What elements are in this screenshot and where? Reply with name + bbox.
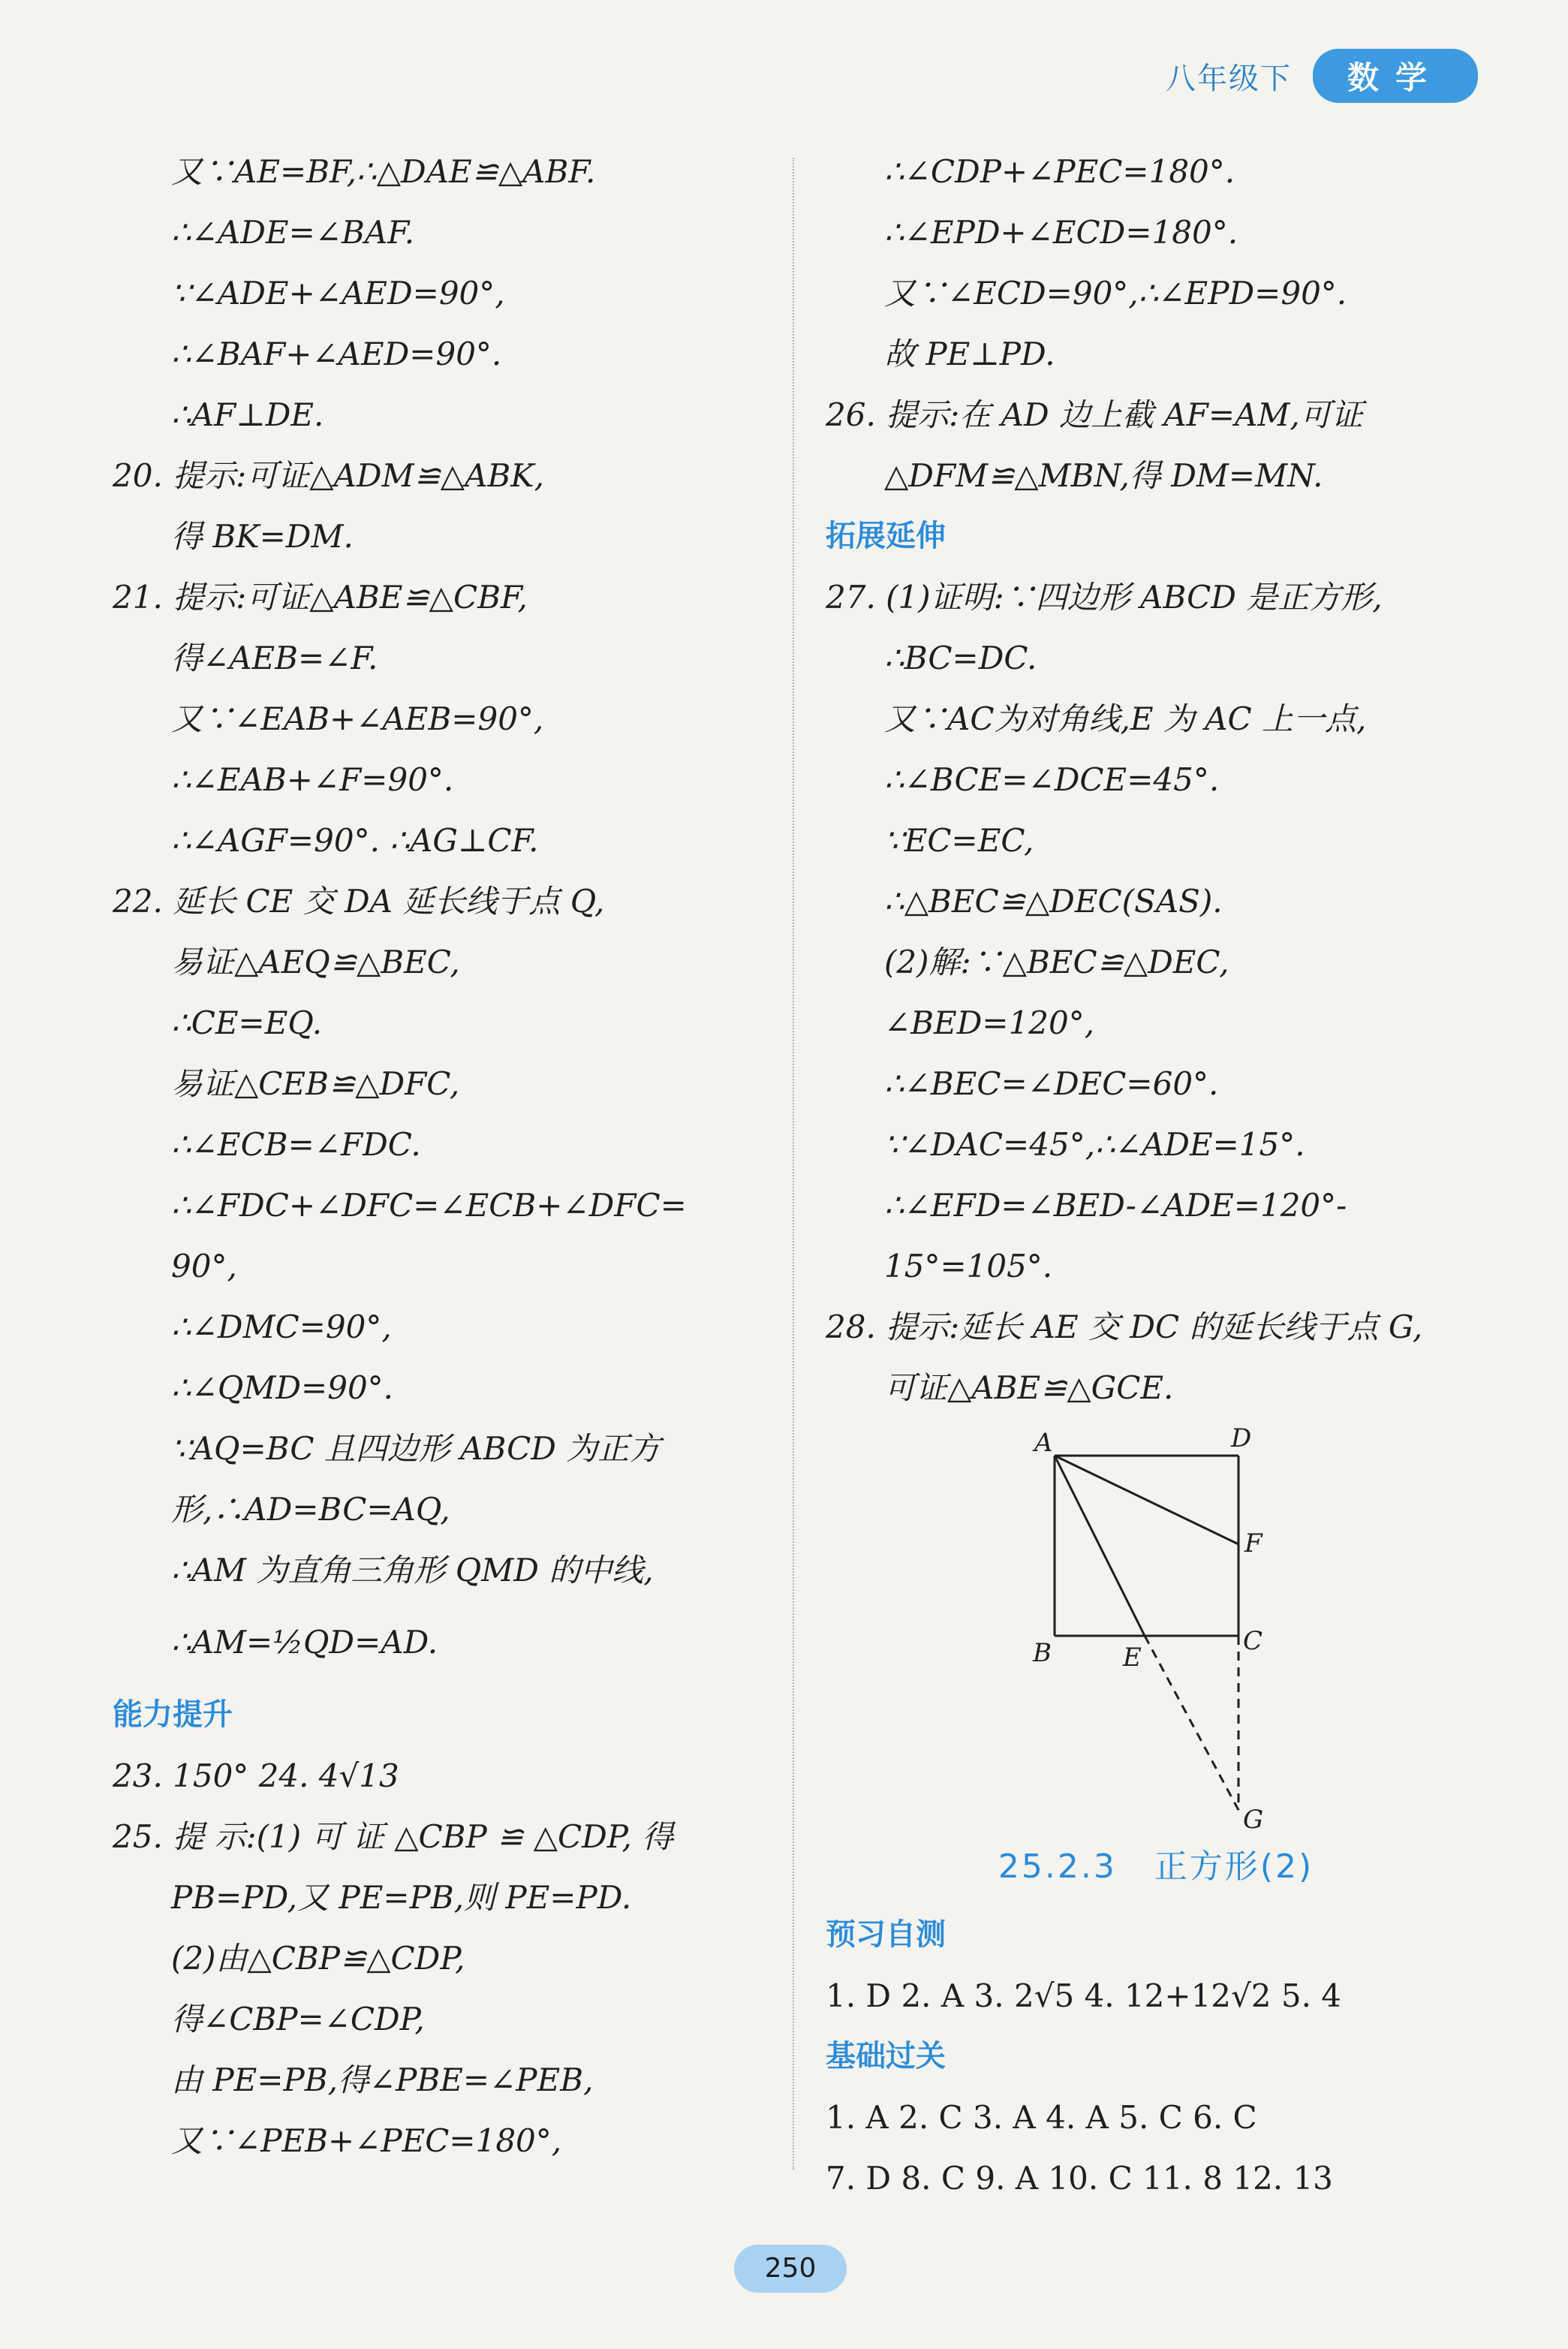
answer-line: ∵∠ADE+∠AED=90°,	[171, 275, 505, 312]
answer-line: 15°=105°.	[884, 1248, 1053, 1284]
answer-line: ∴∠DMC=90°,	[171, 1309, 392, 1345]
answer-line: ∴∠ADE=∠BAF.	[171, 214, 415, 251]
answer-line: 易证△AEQ≌△BEC,	[171, 944, 460, 980]
left-answer-lines	[113, 141, 773, 1685]
answer-line: ∴AM 为直角三角形 QMD 的中线,	[171, 1552, 654, 1589]
segment-af	[1055, 1456, 1238, 1544]
section-title	[826, 1830, 1486, 1905]
right-answer-lines	[826, 141, 1486, 506]
section-heading-basic: 基础过关	[826, 2039, 946, 2073]
answer-line: 25. 提 示:(1) 可 证 △CBP ≌ △CDP, 得	[113, 1818, 674, 1855]
label-c: C	[1243, 1626, 1263, 1656]
answer-line: 得∠AEB=∠F.	[171, 640, 378, 676]
answer-line: ∴∠CDP+∠PEC=180°.	[884, 153, 1235, 190]
subject-badge: 数学	[1313, 49, 1478, 103]
answer-line: PB=PD,又 PE=PB,则 PE=PD.	[171, 1879, 632, 1916]
answer-line: 26. 提示:在 AD 边上截 AF=AM,可证	[826, 396, 1363, 433]
page-number: 250	[734, 2245, 847, 2293]
answer-line: ∴∠EPD+∠ECD=180°.	[884, 214, 1238, 251]
answer-line: 20. 提示:可证△ADM≌△ABK,	[113, 457, 545, 494]
answer-line: ∵AQ=BC 且四边形 ABCD 为正方	[171, 1430, 661, 1467]
right-answer-lines-2	[826, 567, 1486, 1418]
answer-line: ∴∠QMD=90°.	[171, 1369, 394, 1406]
label-b: B	[1033, 1638, 1052, 1668]
answer-line: 22. 延长 CE 交 DA 延长线于点 Q,	[113, 883, 605, 920]
answer-line: ∴∠ECB=∠FDC.	[171, 1126, 421, 1163]
right-column	[826, 141, 1486, 2209]
answer-line: 又∵∠ECD=90°,∴∠EPD=90°.	[884, 275, 1347, 312]
answer-line: 得∠CBP=∠CDP,	[171, 2001, 425, 2037]
label-e: E	[1123, 1643, 1142, 1673]
answer-line: 23. 150° 24. 4√13	[113, 1757, 399, 1794]
geometry-figure	[826, 1418, 1486, 1830]
answer-line: 故 PE⊥PD.	[884, 336, 1055, 372]
answer-line: ∴AF⊥DE.	[171, 396, 324, 433]
label-a: A	[1034, 1428, 1053, 1458]
answer-line: ∴BC=DC.	[884, 640, 1037, 676]
answer-line: 由 PE=PB,得∠PBE=∠PEB,	[171, 2061, 594, 2098]
answer-line: (2)由△CBP≌△CDP,	[171, 1940, 465, 1977]
segment-ae	[1055, 1456, 1145, 1636]
label-g: G	[1243, 1805, 1264, 1830]
answer-line: 又∵∠PEB+∠PEC=180°,	[171, 2122, 562, 2159]
answer-line: 27. (1)证明:∵四边形 ABCD 是正方形,	[826, 579, 1383, 616]
answer-line: ∴△BEC≌△DEC(SAS).	[884, 883, 1223, 920]
answer-line: ∠BED=120°,	[884, 1004, 1095, 1041]
section-name: 正方形(2)	[1154, 1848, 1314, 1886]
answer-line: ∴∠EFD=∠BED-∠ADE=120°-	[884, 1187, 1347, 1224]
answer-line: 又∵AE=BF,∴△DAE≌△ABF.	[171, 153, 596, 190]
grade-label: 八年级下	[1165, 61, 1292, 96]
answer-line: △DFM≌△MBN,得 DM=MN.	[884, 457, 1323, 494]
answer-line: ∴∠BEC=∠DEC=60°.	[884, 1065, 1219, 1102]
answer-line: 28. 提示:延长 AE 交 DC 的延长线于点 G,	[826, 1309, 1423, 1345]
answer-line: 形,∴AD=BC=AQ,	[171, 1491, 450, 1528]
segment-eg-dashed	[1145, 1636, 1238, 1810]
left-answer-lines-2	[113, 1745, 773, 2171]
answer-line: (2)解:∵△BEC≌△DEC,	[884, 944, 1229, 980]
basic-answers-row-1: 1. A 2. C 3. A 4. A 5. C 6. C	[826, 2099, 1257, 2136]
answer-line: ∵EC=EC,	[884, 822, 1034, 859]
basic-answers-row-2: 7. D 8. C 9. A 10. C 11. 8 12. 13	[826, 2160, 1333, 2197]
answer-line: ∵∠DAC=45°,∴∠ADE=15°.	[884, 1126, 1305, 1163]
section-heading-ability: 能力提升	[113, 1697, 233, 1732]
answer-line: ∴AM=½QD=AD.	[171, 1624, 438, 1661]
answer-line: 又∵AC为对角线,E 为 AC 上一点,	[884, 700, 1367, 737]
answer-line: 90°,	[171, 1248, 237, 1284]
answer-line: 易证△CEB≌△DFC,	[171, 1065, 460, 1102]
label-f: F	[1244, 1528, 1263, 1558]
section-number: 25.2.3	[998, 1848, 1117, 1886]
answer-line: ∴CE=EQ.	[171, 1004, 323, 1041]
left-column	[113, 141, 773, 2171]
answer-line: ∴∠BAF+∠AED=90°.	[171, 336, 502, 372]
answer-line: ∴∠EAB+∠F=90°.	[171, 761, 454, 798]
answer-line: ∴∠FDC+∠DFC=∠ECB+∠DFC=	[171, 1187, 687, 1224]
preview-answers: 1. D 2. A 3. 2√5 4. 12+12√2 5. 4	[826, 1977, 1342, 2014]
page-header	[1166, 50, 1478, 102]
answer-line: 又∵∠EAB+∠AEB=90°,	[171, 700, 544, 737]
column-divider	[793, 158, 794, 2170]
answer-line: ∴∠AGF=90°. ∴AG⊥CF.	[171, 822, 539, 859]
answer-line: ∴∠BCE=∠DCE=45°.	[884, 761, 1220, 798]
section-heading-preview: 预习自测	[826, 1917, 946, 1952]
answer-line: 可证△ABE≌△GCE.	[884, 1369, 1174, 1406]
section-heading-extension: 拓展延伸	[826, 519, 946, 553]
answer-line: 21. 提示:可证△ABE≌△CBF,	[113, 579, 528, 616]
square-diagram	[826, 1418, 1486, 1830]
answer-line: 得 BK=DM.	[171, 518, 354, 555]
label-d: D	[1231, 1423, 1252, 1453]
